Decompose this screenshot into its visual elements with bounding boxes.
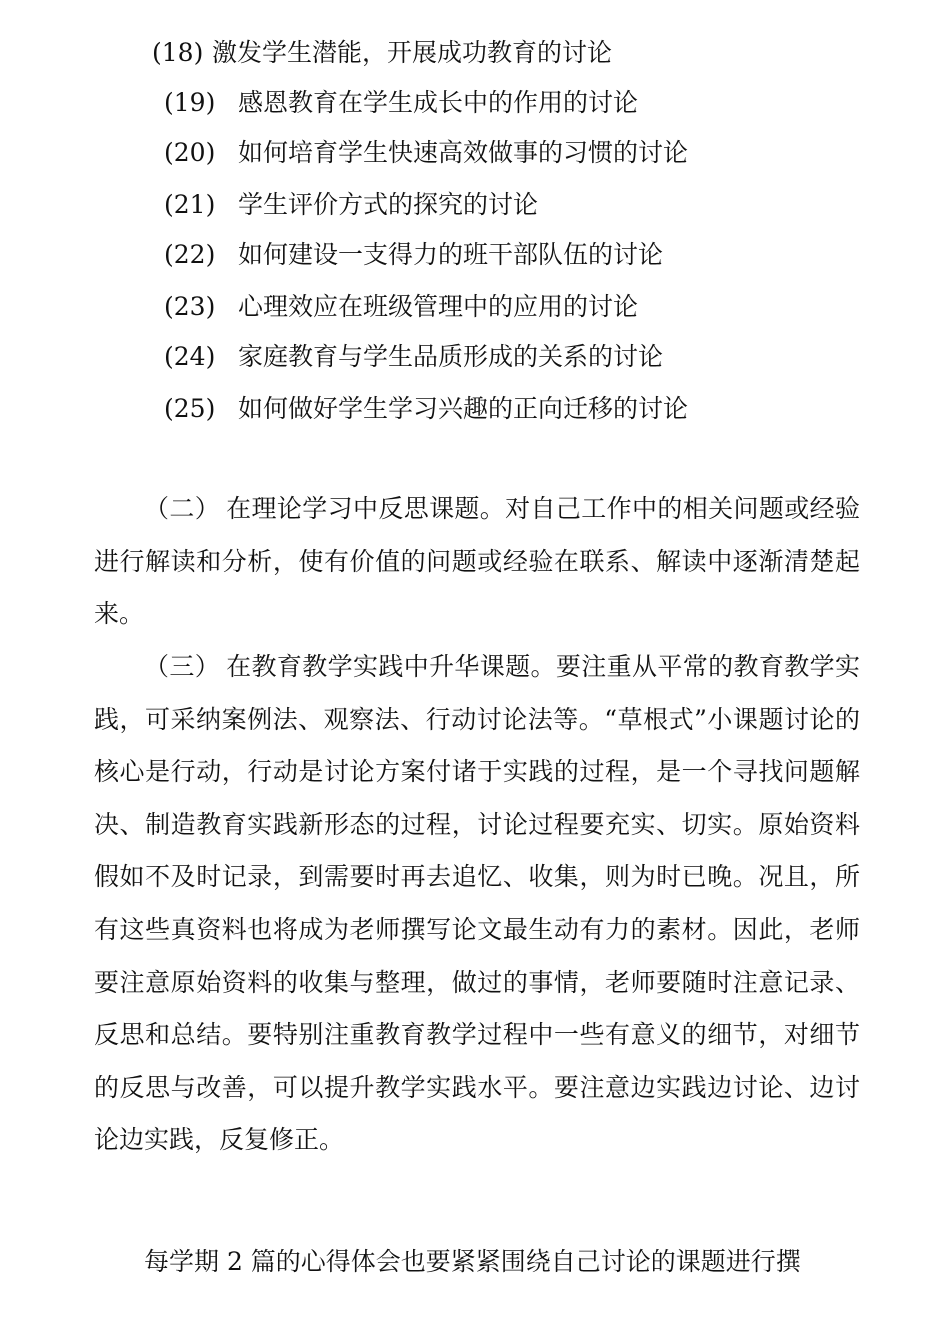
section-three-text: 在教育教学实践中升华课题。要注重从平常的教育教学实践，可采纳案例法、观察法、行动讨论法等。“草根式”小课题讨论的核心是行动，行动是讨论方案付诸于实践的过程，是一个寻找问题解决、制造教育实践新形态的过程，讨论过程要充实、切实。原始资料假如不及时记录，到需要时再去追忆、收集，则为时已晚。况且，所有这些真资料也将成为老师撰写论文最生动有力的素材。因此，老师要注意原始资料的收集与整理，做过的事情，老师要随时注意记录、反思和总结。要特别注重教育教学过程中一些有意义的细节，对细节的反思与改善，可以提升教学实践水平。要注意边实践边讨论、边讨论边实践，反复修正。 [94,652,860,1155]
topic-item [164,289,638,325]
closing-paragraph [94,1236,860,1289]
topic-text: 家庭教育与学生品质形成的关系的讨论 [238,342,664,371]
section-two-text: 在理论学习中反思课题。对自己工作中的相关问题或经验进行解读和分析，使有价值的问题或经验在联系、解读中逐渐清楚起来。 [94,494,860,629]
section-three-heading: （三） [144,652,221,681]
topic-item [164,339,663,375]
topic-number: (19) [164,88,216,117]
topic-text: 学生评价方式的探究的讨论 [238,190,539,219]
topic-number: (18) [152,38,204,67]
topic-item [164,237,663,273]
topic-text: 心理效应在班级管理中的应用的讨论 [238,292,639,321]
topic-number: (21) [164,190,216,219]
section-two-paragraph [94,483,860,641]
topic-text: 感恩教育在学生成长中的作用的讨论 [238,88,639,117]
topic-text: 如何做好学生学习兴趣的正向迁移的讨论 [238,394,689,423]
topic-text: 如何培育学生快速高效做事的习惯的讨论 [238,138,689,167]
topic-text: 激发学生潜能，开展成功教育的讨论 [212,38,613,67]
topic-item [164,85,638,121]
topic-number: (22) [164,240,216,269]
topic-item [152,35,612,71]
section-three-paragraph [94,641,860,1167]
closing-text: 每学期 2 篇的心得体会也要紧紧围绕自己讨论的课题进行撰 [144,1247,801,1276]
topic-number: (23) [164,292,216,321]
topic-number: (20) [164,138,216,167]
topic-item [164,187,538,223]
topic-text: 如何建设一支得力的班干部队伍的讨论 [238,240,664,269]
topic-item [164,135,688,171]
topic-number: (24) [164,342,216,371]
topic-number: (25) [164,394,216,423]
section-two-heading: （二） [144,494,221,523]
topic-item [164,391,688,427]
